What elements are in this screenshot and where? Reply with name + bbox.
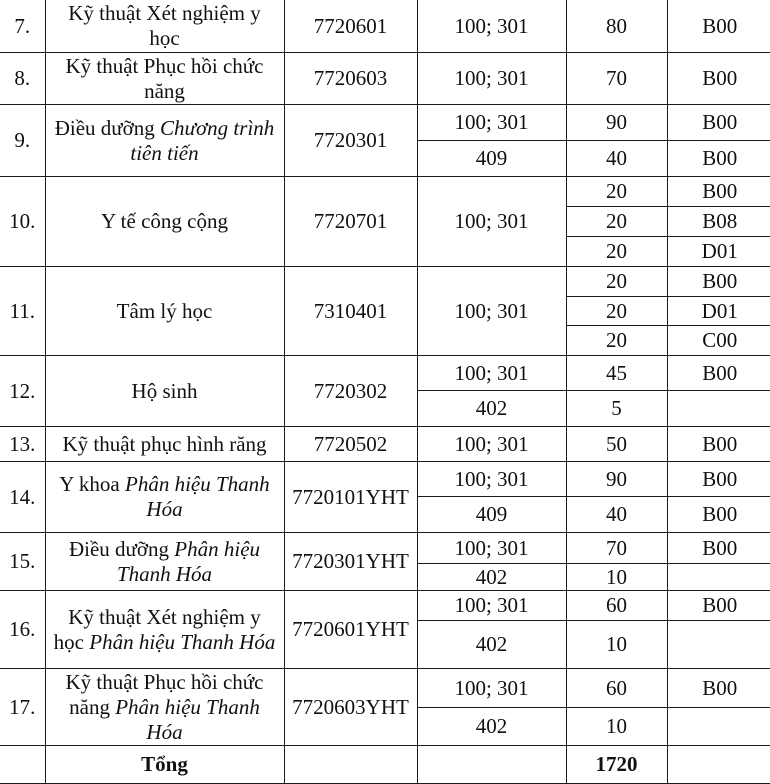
quota: 70 [566, 533, 667, 564]
quota: 90 [566, 105, 667, 141]
admission-method: 100; 301 [417, 356, 566, 391]
admission-method: 409 [417, 141, 566, 177]
row-number: 13. [0, 427, 45, 462]
major-name: Tâm lý học [45, 267, 284, 356]
quota: 20 [566, 237, 667, 267]
row-number: 11. [0, 267, 45, 356]
major-name: Điều dưỡng Phân hiệu Thanh Hóa [45, 533, 284, 591]
major-code: 7720502 [284, 427, 417, 462]
quota: 70 [566, 53, 667, 105]
admission-method: 100; 301 [417, 0, 566, 53]
table-row [0, 462, 770, 497]
subject-combo: B00 [667, 267, 770, 297]
row-number: 9. [0, 105, 45, 177]
major-name: Kỹ thuật Phục hồi chức năng Phân hiệu Thanh Hóa [45, 669, 284, 746]
subject-combo [667, 564, 770, 591]
quota: 20 [566, 297, 667, 326]
admission-method: 402 [417, 708, 566, 746]
major-name: Điều dưỡng Chương trình tiên tiến [45, 105, 284, 177]
major-code: 7720101YHT [284, 462, 417, 533]
subject-combo [667, 621, 770, 669]
subject-combo: D01 [667, 237, 770, 267]
subject-combo: B00 [667, 497, 770, 533]
admission-method: 100; 301 [417, 53, 566, 105]
major-code: 7310401 [284, 267, 417, 356]
major-name: Hộ sinh [45, 356, 284, 427]
subject-combo: B00 [667, 141, 770, 177]
subject-combo: B00 [667, 177, 770, 207]
subject-combo: B00 [667, 356, 770, 391]
quota: 10 [566, 708, 667, 746]
subject-combo: B08 [667, 207, 770, 237]
total-row [0, 746, 770, 784]
major-code: 7720603YHT [284, 669, 417, 746]
subject-combo [667, 708, 770, 746]
admission-method [417, 746, 566, 784]
quota: 80 [566, 0, 667, 53]
row-number: 17. [0, 669, 45, 746]
major-code: 7720701 [284, 177, 417, 267]
subject-combo [667, 391, 770, 427]
quota: 5 [566, 391, 667, 427]
major-name: Y tế công cộng [45, 177, 284, 267]
table-row [0, 105, 770, 141]
major-code: 7720301YHT [284, 533, 417, 591]
row-number: 10. [0, 177, 45, 267]
admission-method: 402 [417, 564, 566, 591]
quota: 10 [566, 564, 667, 591]
admission-method: 100; 301 [417, 267, 566, 356]
major-code: 7720301 [284, 105, 417, 177]
quota: 20 [566, 207, 667, 237]
subject-combo [667, 746, 770, 784]
admission-method: 100; 301 [417, 462, 566, 497]
table-row [0, 0, 770, 53]
admission-method: 409 [417, 497, 566, 533]
quota: 20 [566, 326, 667, 356]
table-row [0, 669, 770, 708]
subject-combo: B00 [667, 533, 770, 564]
subject-combo: B00 [667, 669, 770, 708]
table-row [0, 53, 770, 105]
table-row [0, 533, 770, 564]
row-number: 14. [0, 462, 45, 533]
subject-combo: B00 [667, 591, 770, 621]
table-row [0, 267, 770, 297]
major-code: 7720601 [284, 0, 417, 53]
row-number: 15. [0, 533, 45, 591]
row-number: 16. [0, 591, 45, 669]
quota: 40 [566, 497, 667, 533]
table-row [0, 427, 770, 462]
admission-method: 402 [417, 391, 566, 427]
admission-method: 100; 301 [417, 177, 566, 267]
subject-combo: B00 [667, 0, 770, 53]
admission-method: 100; 301 [417, 105, 566, 141]
quota: 40 [566, 141, 667, 177]
major-name: Kỹ thuật Xét nghiệm y học [45, 0, 284, 53]
major-name: Kỹ thuật Phục hồi chức năng [45, 53, 284, 105]
row-number: 8. [0, 53, 45, 105]
subject-combo: B00 [667, 427, 770, 462]
total-label: Tổng [45, 746, 284, 784]
quota: 60 [566, 591, 667, 621]
admission-method: 100; 301 [417, 427, 566, 462]
major-code: 7720302 [284, 356, 417, 427]
row-number [0, 746, 45, 784]
subject-combo: D01 [667, 297, 770, 326]
total-value: 1720 [566, 746, 667, 784]
row-number: 7. [0, 0, 45, 53]
quota: 10 [566, 621, 667, 669]
major-code: 7720603 [284, 53, 417, 105]
subject-combo: B00 [667, 462, 770, 497]
major-code [284, 746, 417, 784]
quota: 50 [566, 427, 667, 462]
table-row [0, 177, 770, 207]
subject-combo: B00 [667, 53, 770, 105]
major-name: Kỹ thuật Xét nghiệm y học Phân hiệu Thanh Hóa [45, 591, 284, 669]
major-name: Kỹ thuật phục hình răng [45, 427, 284, 462]
row-number: 12. [0, 356, 45, 427]
admission-method: 402 [417, 621, 566, 669]
admission-method: 100; 301 [417, 669, 566, 708]
major-code: 7720601YHT [284, 591, 417, 669]
quota: 20 [566, 267, 667, 297]
quota: 45 [566, 356, 667, 391]
table-row [0, 591, 770, 621]
subject-combo: B00 [667, 105, 770, 141]
quota: 60 [566, 669, 667, 708]
quota: 20 [566, 177, 667, 207]
admission-method: 100; 301 [417, 591, 566, 621]
quota: 90 [566, 462, 667, 497]
subject-combo: C00 [667, 326, 770, 356]
major-name: Y khoa Phân hiệu Thanh Hóa [45, 462, 284, 533]
table-row [0, 356, 770, 391]
admission-method: 100; 301 [417, 533, 566, 564]
